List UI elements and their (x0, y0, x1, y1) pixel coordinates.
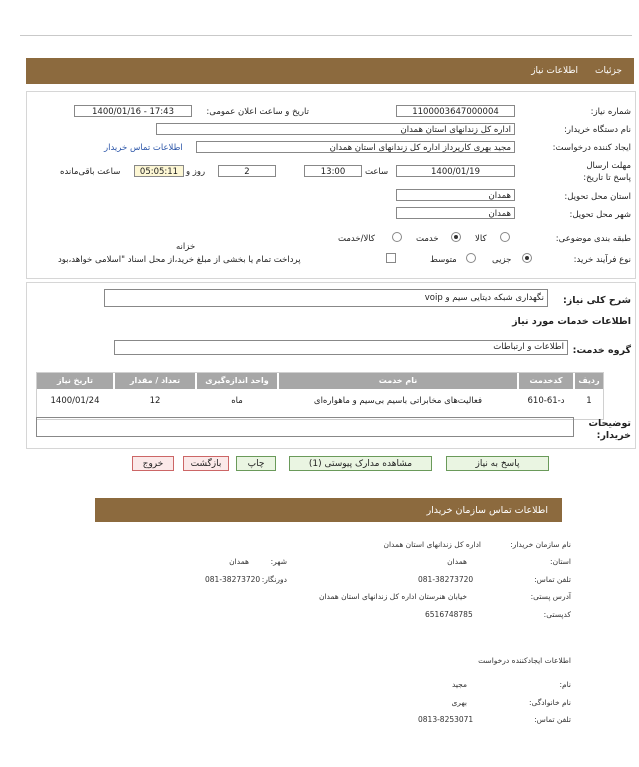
deadline-label: مهلت ارسال پاسخ تا تاریخ: (583, 161, 631, 183)
back-button[interactable]: بازگشت (183, 456, 229, 471)
exit-button[interactable]: خروج (132, 456, 174, 471)
days-field: 2 (218, 165, 276, 177)
radio-goods-service-label: کالا/خدمت (338, 234, 375, 244)
radio-goods[interactable] (500, 232, 510, 242)
services-info-heading: اطلاعات خدمات مورد نیاز (512, 316, 631, 327)
th-qty: تعداد / مقدار (115, 373, 195, 389)
th-name: نام خدمت (279, 373, 517, 389)
table-cell: 1 (586, 396, 592, 406)
contact-province-label: استان: (550, 557, 571, 566)
contact-fax-label: دورنگار: (261, 575, 287, 584)
contact-province-value: همدان (447, 557, 467, 566)
creator-first-name-value: مجید (451, 680, 467, 689)
radio-service-label: خدمت (416, 234, 439, 244)
contact-title: اطلاعات تماس سازمان خریدار (426, 505, 548, 516)
deadline-time-label: ساعت (365, 167, 389, 177)
remaining-label: ساعت باقی‌مانده (60, 167, 121, 177)
creator-first-name-label: نام: (559, 680, 571, 689)
general-desc-label: شرح کلی نیاز: (562, 295, 631, 306)
table-cell: ماه (231, 396, 243, 406)
creator-last-name-value: بهری (451, 698, 467, 707)
city-label: شهر محل تحویل: (569, 210, 631, 220)
need-number-label: شماره نیاز: (590, 107, 631, 117)
services-table (36, 372, 604, 420)
announce-label: تاریخ و ساعت اعلان عمومی: (206, 107, 309, 117)
radio-service[interactable] (451, 232, 461, 242)
table-cell: فعالیت‌های مخابراتی باسیم بی‌سیم و ماهواره‌ای (313, 396, 483, 406)
buyer-org-field: اداره کل زندانهای استان همدان (156, 123, 515, 135)
deadline-time-field: 13:00 (304, 165, 362, 177)
radio-minor[interactable] (522, 253, 532, 263)
deadline-date-field: 1400/01/19 (396, 165, 515, 177)
table-cell: 12 (149, 396, 161, 406)
payment-note: پرداخت تمام یا بخشی از مبلغ خرید،از محل اسناد "اسلامی خواهد،بود (58, 255, 301, 265)
radio-goods-service[interactable] (392, 232, 402, 242)
print-button[interactable]: چاپ (236, 456, 276, 471)
process-label: نوع فرآیند خرید: (573, 255, 631, 265)
buyer-contact-link[interactable]: اطلاعات تماس خریدار (104, 143, 183, 153)
days-label: روز و (186, 167, 206, 177)
contact-address-value: خیابان هنرستان اداره کل زندانهای استان همدان (318, 592, 467, 601)
remaining-time-field: 05:05:11 (134, 165, 184, 177)
radio-goods-label: کالا (475, 234, 487, 244)
general-desc-field: نگهداری شبکه دیتایی سیم و voip (104, 289, 548, 307)
need-number-field: 1100003647000004 (396, 105, 515, 117)
payment-checkbox[interactable] (386, 253, 396, 263)
treasury-label: خزانه (176, 242, 196, 252)
creator-field: مجید بهری کارپرداز اداره کل زندانهای استان همدان (196, 141, 515, 153)
th-unit: واحد اندازه‌گیری (197, 373, 277, 389)
contact-header-bar (95, 498, 562, 522)
contact-postal-label: کدپستی: (543, 610, 571, 619)
reply-button[interactable]: پاسخ به نیاز (446, 456, 549, 471)
contact-city-label: شهر: (270, 557, 287, 566)
buyer-notes-label: توضیحات خریدار: (588, 418, 631, 441)
province-field: همدان (396, 189, 515, 201)
contact-city-value: همدان (229, 557, 249, 566)
tab-details[interactable]: جزئیات (595, 66, 622, 76)
tab-need-info[interactable]: اطلاعات نیاز (531, 66, 578, 76)
city-field: همدان (396, 207, 515, 219)
contact-address-label: آدرس پستی: (530, 592, 571, 601)
creator-section-heading: اطلاعات ایجادکننده درخواست (478, 656, 571, 665)
table-cell: د-61-610 (527, 396, 565, 406)
th-date: تاریخ نیاز (37, 373, 113, 389)
table-cell: 1400/01/24 (50, 396, 100, 406)
radio-medium-label: متوسط (430, 255, 457, 265)
creator-phone-label: تلفن تماس: (534, 715, 571, 724)
header-bar (26, 58, 634, 84)
th-code: کدخدمت (519, 373, 573, 389)
contact-phone-value: 081-38273720 (418, 575, 474, 584)
province-label: استان محل تحویل: (564, 192, 631, 202)
radio-minor-label: جزیی (492, 255, 512, 265)
org-name-label: نام سازمان خریدار: (510, 540, 571, 549)
category-label: طبقه بندی موضوعی: (555, 234, 631, 244)
radio-medium[interactable] (466, 253, 476, 263)
contact-fax-value: 081-38273720 (205, 575, 261, 584)
creator-last-name-label: نام خانوادگی: (528, 698, 571, 707)
th-row: ردیف (575, 373, 603, 389)
service-group-field: اطلاعات و ارتباطات (114, 340, 568, 355)
buyer-org-label: نام دستگاه خریدار: (564, 125, 631, 135)
contact-phone-label: تلفن تماس: (534, 575, 571, 584)
need-info-panel (26, 91, 636, 279)
announce-date-field: 1400/01/16 - 17:43 (74, 105, 192, 117)
top-divider (20, 35, 632, 36)
creator-phone-value: 0813-8253071 (418, 715, 474, 724)
buyer-notes-field (36, 417, 574, 437)
attachments-button[interactable]: مشاهده مدارک پیوستی (1) (289, 456, 432, 471)
contact-postal-value: 6516748785 (425, 610, 473, 619)
org-name-value: اداره کل زندانهای استان همدان (383, 540, 481, 549)
creator-label: ایجاد کننده درخواست: (552, 143, 631, 153)
service-group-label: گروه خدمت: (572, 345, 631, 356)
